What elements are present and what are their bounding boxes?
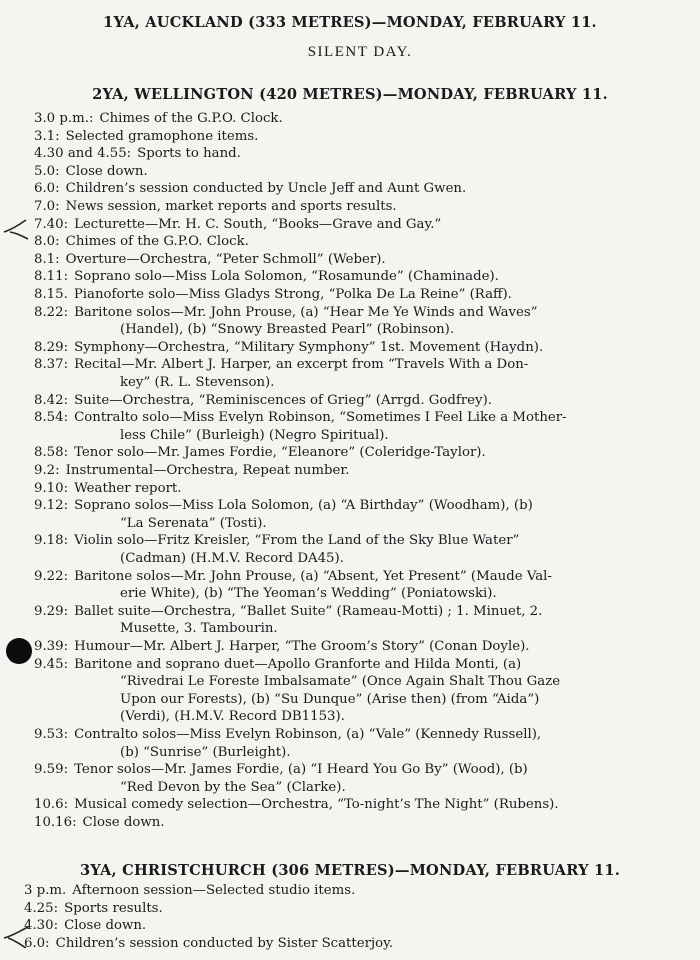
programme-continuation-line: (Handel), (b) “Snowy Breasted Pearl” (Robinson). — [120, 322, 455, 338]
programme-entry — [0, 917, 700, 935]
programme-entry-first-line — [0, 392, 700, 410]
programme-time: 3.0 p.m.: — [34, 111, 94, 126]
programme-entry — [0, 356, 700, 391]
programme-continuation-line: “La Serenata” (Tosti). — [120, 515, 267, 531]
programme-time: 8.1: — [34, 251, 60, 267]
programme-entry-first-line — [0, 726, 700, 744]
programme-entry-first-line — [0, 356, 700, 374]
ink-blot-mark — [6, 638, 32, 664]
programme-entry-first-line — [0, 163, 700, 181]
programme-entry-first-line — [0, 917, 700, 935]
programme-time: 8.15. — [34, 287, 68, 302]
programme-time: 10.6: — [34, 797, 69, 813]
programme-time: 9.18: — [34, 533, 69, 549]
programme-description: News session, market reports and sports results. — [65, 199, 397, 214]
programme-time: 9.59: — [34, 762, 69, 778]
programme-continuation-line: (Cadman) (H.M.V. Record DA45). — [120, 550, 344, 566]
programme-entry — [0, 882, 700, 900]
programme-entry-first-line — [0, 251, 700, 269]
programme-description: Soprano solo—Miss Lola Solomon, “Rosamunde” (Chaminade). — [74, 269, 499, 285]
programme-entry-first-line — [0, 198, 700, 216]
programme-entry-first-line — [0, 638, 700, 656]
programme-entry — [0, 409, 700, 444]
programme-continuation-line: “Rivedrai Le Foreste Imbalsamate” (Once Again Shalt Thou Gaze — [120, 674, 561, 690]
programme-description: Symphony—Orchestra, “Military Symphony” 1st. Movement (Haydn). — [74, 339, 544, 355]
programme-description: Afternoon session—Selected studio items. — [72, 883, 356, 898]
programme-description: Children’s session conducted by Uncle Jeff and Aunt Gwen. — [65, 181, 467, 197]
programme-time: 8.42: — [34, 392, 69, 408]
programme-time: 4.30: — [24, 918, 59, 934]
programme-entry — [0, 497, 700, 532]
programme-time: 9.12: — [34, 498, 69, 514]
programme-time: 4.30 and 4.55: — [34, 146, 132, 162]
programme-entry-first-line — [0, 935, 700, 953]
programme-entry — [0, 268, 700, 286]
programme-time: 6.0: — [34, 181, 60, 197]
programme-description: Baritone solos—Mr. John Prouse, (a) “Absent, Yet Present” (Maude Val- — [74, 568, 552, 584]
programme-description: Overture—Orchestra, “Peter Schmoll” (Weber). — [65, 251, 386, 267]
programme-entry-first-line — [0, 233, 700, 251]
programme-entry — [0, 900, 700, 918]
programme-entry — [0, 480, 700, 498]
programme-time: 8.11: — [34, 269, 69, 285]
programme-entry-first-line — [0, 110, 700, 128]
programme-description: Instrumental—Orchestra, Repeat number. — [65, 463, 350, 478]
programme-entry — [0, 603, 700, 638]
programme-time: 9.2: — [34, 463, 60, 478]
programme-entry — [0, 638, 700, 656]
programme-description: Sports results. — [64, 900, 163, 916]
programme-description: Children’s session conducted by Sister Scatterjoy. — [55, 935, 394, 951]
programme-description: Close down. — [64, 918, 147, 934]
programme-entry-first-line — [0, 304, 700, 322]
programme-description: Recital—Mr. Albert J. Harper, an excerpt from “Travels With a Don- — [74, 357, 529, 373]
margin-pencil-mark-icon — [2, 926, 32, 948]
programme-entry-first-line — [0, 462, 700, 480]
programme-entry — [0, 145, 700, 163]
programme-description: Close down. — [82, 815, 165, 830]
programme-entry — [0, 462, 700, 480]
programme-time: 9.10: — [34, 480, 69, 496]
programme-time: 4.25: — [24, 900, 59, 916]
programme-entry — [0, 198, 700, 216]
programme-time: 9.53: — [34, 727, 69, 742]
programme-time: 5.0: — [34, 163, 60, 179]
programme-entry-first-line — [0, 568, 700, 586]
programme-description: Baritone solos—Mr. John Prouse, (a) “Hear Me Ye Winds and Waves” — [74, 304, 538, 320]
programme-entry-first-line — [0, 603, 700, 621]
programme-time: 8.0: — [34, 234, 60, 250]
programme-entry-first-line — [0, 216, 700, 234]
programme-description: Contralto solos—Miss Evelyn Robinson, (a) “Vale” (Kennedy Russell), — [74, 727, 542, 742]
programme-entry-first-line — [0, 497, 700, 515]
programme-time: 9.39: — [34, 639, 69, 654]
programme-time: 8.37: — [34, 357, 69, 373]
programme-description: Pianoforte solo—Miss Gladys Strong, “Polka De La Reine” (Raff). — [73, 287, 512, 302]
margin-pencil-mark-icon — [2, 218, 32, 240]
programme-entry-first-line — [0, 268, 700, 286]
programme-entry-first-line — [0, 409, 700, 427]
programme-entry — [0, 304, 700, 339]
programme-time: 8.22: — [34, 304, 69, 320]
programme-entry-first-line — [0, 656, 700, 674]
programme-entry — [0, 726, 700, 761]
programme-continuation-line: Upon our Forests), (b) “Su Dunque” (Arise then) (from “Aida”) — [120, 691, 540, 707]
wellington-heading: 2YA, WELLINGTON (420 METRES)—MONDAY, FEBRUARY 11. — [92, 86, 608, 103]
programme-continuation-line: (b) “Sunrise” (Burleight). — [120, 744, 291, 760]
programme-entry — [0, 444, 700, 462]
programme-time: 3.1: — [34, 128, 60, 144]
programme-description: Weather report. — [74, 480, 182, 496]
programme-time: 9.45: — [34, 656, 69, 672]
programme-description: Tenor solos—Mr. James Fordie, (a) “I Heard You Go By” (Wood), (b) — [74, 762, 528, 778]
programme-continuation-line: Musette, 3. Tambourin. — [120, 621, 278, 637]
programme-description: Close down. — [65, 163, 148, 179]
programme-description: Humour—Mr. Albert J. Harper, “The Groom’s Story” (Conan Doyle). — [74, 639, 530, 654]
auckland-silent-day-note: SILENT DAY. — [307, 44, 413, 60]
programme-entry — [0, 163, 700, 181]
programme-description: Violin solo—Fritz Kreisler, “From the Land of the Sky Blue Water” — [74, 533, 520, 549]
programme-continuation-line: less Chile” (Burleigh) (Negro Spiritual). — [120, 427, 389, 443]
programme-entry — [0, 110, 700, 128]
programme-entry — [0, 128, 700, 146]
programme-description: Chimes of the G.P.O. Clock. — [99, 111, 283, 126]
programme-entry-first-line — [0, 145, 700, 163]
programme-entry-first-line — [0, 532, 700, 550]
programme-continuation-line: (Verdi), (H.M.V. Record DB1153). — [120, 709, 345, 725]
programme-entry-first-line — [0, 444, 700, 462]
programme-entry-first-line — [0, 814, 700, 832]
programme-time: 6.0: — [24, 935, 50, 951]
programme-entry — [0, 251, 700, 269]
programme-entry-first-line — [0, 180, 700, 198]
programme-entry — [0, 935, 700, 953]
christchurch-heading: 3YA, CHRISTCHURCH (306 METRES)—MONDAY, FEBRUARY 11. — [80, 862, 620, 879]
programme-entry — [0, 216, 700, 234]
programme-entry-first-line — [0, 796, 700, 814]
programme-time: 7.0: — [34, 199, 60, 214]
programme-entry-first-line — [0, 900, 700, 918]
programme-entry — [0, 814, 700, 832]
programme-continuation-line: key” (R. L. Stevenson). — [120, 374, 275, 390]
programme-description: Lecturette—Mr. H. C. South, “Books—Grave and Gay.” — [74, 216, 442, 232]
programme-time: 7.40: — [34, 216, 69, 232]
programme-entry — [0, 180, 700, 198]
programme-description: Soprano solos—Miss Lola Solomon, (a) “A Birthday” (Woodham), (b) — [74, 498, 533, 514]
programme-entry-first-line — [0, 480, 700, 498]
programme-description: Sports to hand. — [137, 146, 241, 162]
programme-entry — [0, 392, 700, 410]
programme-continuation-line: “Red Devon by the Sea” (Clarke). — [120, 779, 346, 795]
programme-entry — [0, 532, 700, 567]
programme-entry-first-line — [0, 128, 700, 146]
programme-entry — [0, 286, 700, 304]
programme-entry — [0, 568, 700, 603]
programme-time: 8.54: — [34, 410, 69, 426]
programme-description: Contralto solo—Miss Evelyn Robinson, “Sometimes I Feel Like a Mother- — [74, 410, 567, 426]
programme-time: 8.29: — [34, 339, 69, 355]
programme-description: Tenor solo—Mr. James Fordie, “Eleanore” (Coleridge-Taylor). — [74, 445, 486, 461]
programme-continuation-line: erie White), (b) “The Yeoman’s Wedding” (Poniatowski). — [120, 586, 497, 602]
programme-description: Ballet suite—Orchestra, “Ballet Suite” (Rameau-Motti) ; 1. Minuet, 2. — [74, 603, 543, 619]
programme-description: Selected gramophone items. — [65, 128, 259, 144]
programme-time: 9.29: — [34, 603, 69, 619]
programme-time: 9.22: — [34, 568, 69, 584]
programme-entry — [0, 339, 700, 357]
programme-entry — [0, 796, 700, 814]
programme-description: Suite—Orchestra, “Reminiscences of Grieg” (Arrgd. Godfrey). — [74, 392, 492, 408]
programme-entry — [0, 233, 700, 251]
programme-entry-first-line — [0, 286, 700, 304]
auckland-heading: 1YA, AUCKLAND (333 METRES)—MONDAY, FEBRUARY 11. — [103, 14, 597, 31]
programme-description: Musical comedy selection—Orchestra, “To-night’s The Night” (Rubens). — [74, 797, 559, 813]
programme-time: 8.58: — [34, 445, 69, 461]
programme-entry-first-line — [0, 882, 700, 900]
programme-time: 10.16: — [34, 815, 77, 830]
programme-entry-first-line — [0, 339, 700, 357]
programme-time: 3 p.m. — [24, 883, 67, 898]
programme-entry — [0, 656, 700, 726]
programme-description: Baritone and soprano duet—Apollo Granforte and Hilda Monti, (a) — [74, 656, 522, 672]
programme-description: Chimes of the G.P.O. Clock. — [65, 234, 249, 250]
programme-entry — [0, 761, 700, 796]
programme-entry-first-line — [0, 761, 700, 779]
